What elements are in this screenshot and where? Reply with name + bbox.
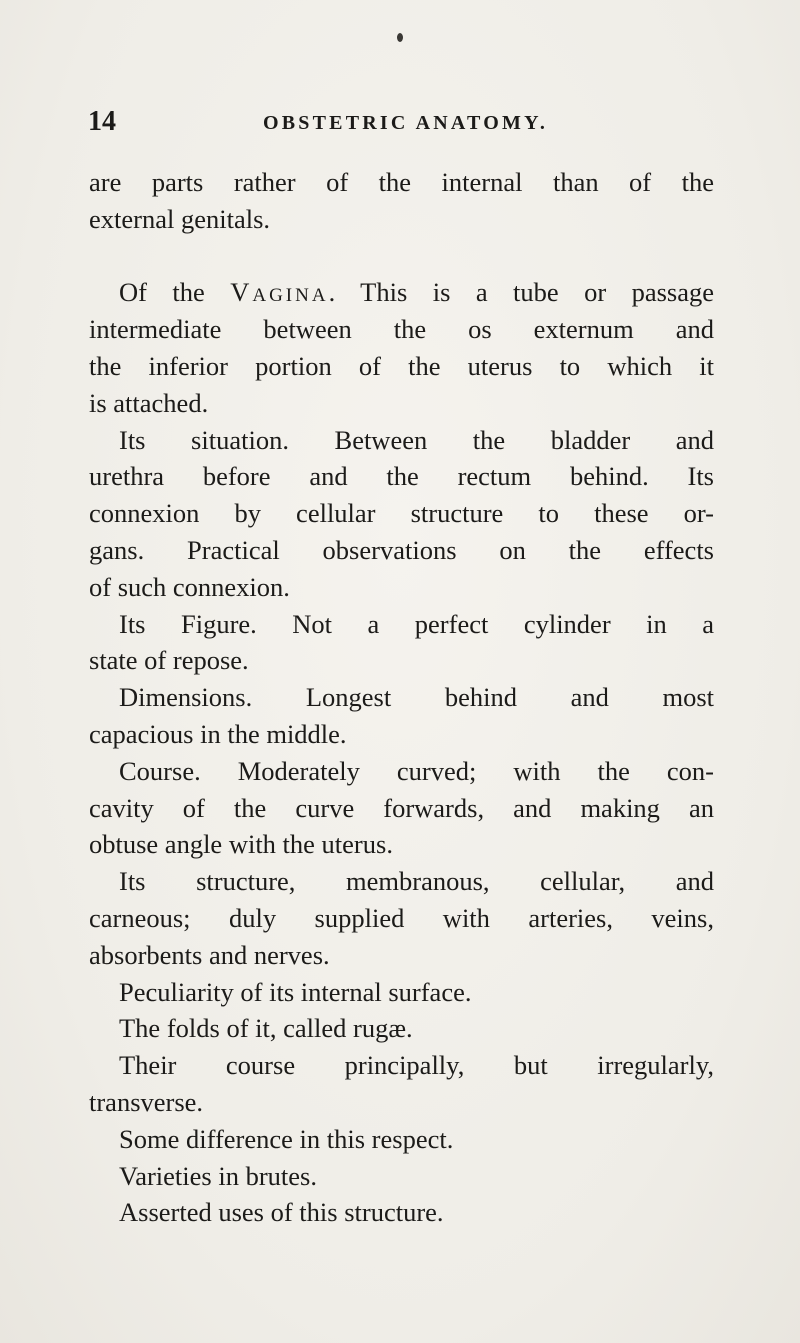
page-number: 14: [88, 106, 116, 137]
text-line-vagina: [89, 274, 714, 311]
body-text: [89, 164, 714, 1231]
text-line: obtuse angle with the uterus.: [89, 829, 393, 860]
text-line: Course. Moderately curved; with the con-: [119, 755, 714, 786]
ink-speck: [397, 33, 403, 42]
text-line: Its situation. Between the bladder and: [119, 424, 714, 455]
text-line: absorbents and nerves.: [89, 939, 330, 970]
text-line: urethra before and the rectum behind. Its: [89, 461, 714, 492]
text-line: Peculiarity of its internal surface.: [119, 976, 472, 1007]
header-title: OBSTETRIC ANATOMY.: [263, 112, 549, 134]
text-line: Their course principally, but irregularly,: [119, 1050, 714, 1081]
text-line: cavity of the curve forwards, and making an: [89, 792, 714, 823]
text-line: are parts rather of the internal than of the: [89, 167, 714, 197]
text-fragment: Of the: [119, 277, 231, 308]
term-vagina: Vagina: [230, 277, 329, 308]
text-line: the inferior portion of the uterus to which it: [89, 350, 714, 381]
text-fragment: . This is a tube or passage: [328, 277, 714, 308]
text-line: transverse.: [89, 1086, 204, 1117]
text-line: state of repose.: [89, 645, 249, 676]
text-line: The folds of it, called rugæ.: [119, 1013, 413, 1044]
text-line: external genitals.: [89, 203, 271, 234]
text-line: Varieties in brutes.: [119, 1160, 317, 1191]
text-line: Some difference in this respect.: [119, 1123, 454, 1154]
running-head: [0, 106, 800, 146]
text-line: connexion by cellular structure to these or-: [89, 498, 714, 529]
text-line: Dimensions. Longest behind and most: [119, 682, 714, 713]
text-line: Its structure, membranous, cellular, and: [119, 866, 714, 897]
text-line: capacious in the middle.: [89, 718, 347, 749]
text-line: is attached.: [89, 387, 209, 418]
text-line: gans. Practical observations on the effects: [89, 534, 714, 565]
text-line: intermediate between the os externum and: [89, 314, 714, 345]
text-line: Asserted uses of this structure.: [119, 1197, 444, 1228]
paragraph-gap: [89, 238, 714, 275]
text-line: of such connexion.: [89, 571, 290, 602]
text-line: carneous; duly supplied with arteries, veins,: [89, 902, 714, 933]
text-line: Its Figure. Not a perfect cylinder in a: [119, 608, 714, 639]
